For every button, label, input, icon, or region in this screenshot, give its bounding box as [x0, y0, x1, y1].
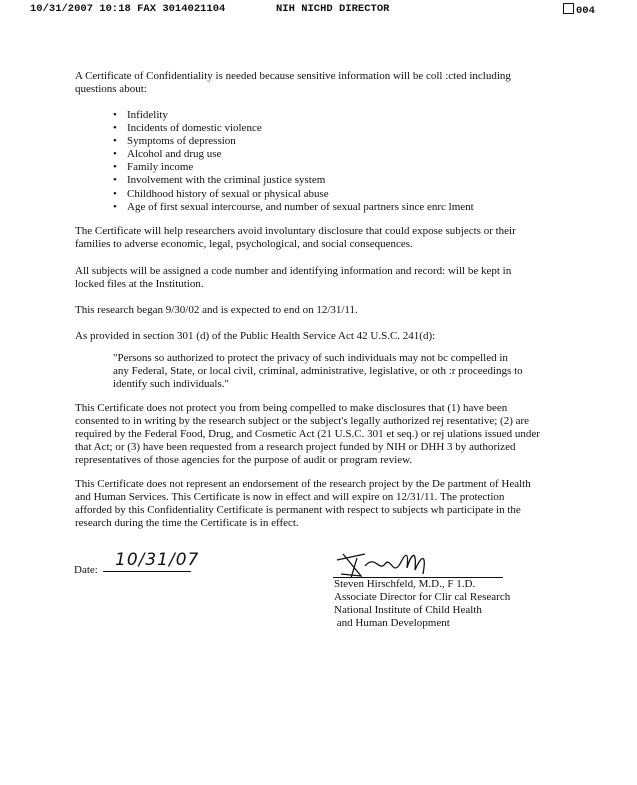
- date-label: Date:: [74, 564, 98, 576]
- signatory-block: [334, 578, 510, 630]
- text-line: This research began 9/30/02 and is expected to end on 12/31/11.: [75, 304, 358, 316]
- signatory-title: Associate Director for Clir cal Research: [334, 591, 511, 603]
- fax-page: [563, 3, 595, 17]
- fax-sender: NIH NICHD DIRECTOR: [276, 3, 390, 15]
- signatory-org: and Human Development: [334, 617, 450, 629]
- list-item: • Childhood history of sexual or physical abuse: [113, 188, 474, 201]
- section-paragraph: [75, 330, 435, 343]
- fax-datetime: 10/31/2007 10:18 FAX 3014021104: [30, 3, 226, 15]
- list-item: • Alcohol and drug use: [113, 148, 474, 161]
- text-line: any Federal, State, or local civil, criminal, administrative, legislative, or oth :r proceedings to: [113, 365, 523, 377]
- handwritten-date: 10/31/07: [115, 550, 200, 570]
- text-line: identify such individuals.": [113, 378, 230, 390]
- text-line: A Certificate of Confidentiality is needed because sensitive information will be coll :cted including: [75, 70, 511, 82]
- date-line: [103, 571, 191, 572]
- dates-paragraph: [75, 304, 358, 317]
- text-line: This Certificate does not protect you from being compelled to make disclosures that (1) have been: [75, 402, 508, 414]
- list-item: • Age of first sexual intercourse, and number of sexual partners since enrc lment: [113, 201, 474, 214]
- signatory-org: National Institute of Child Health: [334, 604, 482, 616]
- statute-quote: [113, 352, 523, 391]
- text-line: consented to in writing by the research subject or the subject's legally authorized rej resentative; (2) are: [75, 415, 530, 427]
- text-line: The Certificate will help researchers avoid involuntary disclosure that could expose subjects or their: [75, 225, 516, 237]
- text-line: All subjects will be assigned a code number and identifying information and record: will be kept in: [75, 265, 512, 277]
- text-line: required by the Federal Food, Drug, and Cosmetic Act (21 U.S.C. 301 et seq.) or rej ulations issued under: [75, 428, 540, 440]
- topics-list: [113, 109, 474, 214]
- text-line: afforded by this Confidentiality Certificate is permanent with respect to subjects wh participate in the: [75, 504, 521, 516]
- text-line: research during the time the Certificate is in effect.: [75, 517, 299, 529]
- text-line: "Persons so authorized to protect the privacy of such individuals may not bc compelled in: [113, 352, 508, 364]
- text-line: families to adverse economic, legal, psychological, and social consequences.: [75, 238, 413, 250]
- signatory-name: Steven Hirschfeld, M.D., F 1.D.: [334, 578, 476, 590]
- text-line: representatives of those agencies for the purpose of audit or program review.: [75, 454, 413, 466]
- text-line: As provided in section 301 (d) of the Public Health Service Act 42 U.S.C. 241(d):: [75, 330, 436, 342]
- code-paragraph: [75, 265, 511, 291]
- fax-page-icon: [563, 3, 574, 14]
- protect-paragraph: [75, 402, 540, 467]
- list-item: • Incidents of domestic violence: [113, 122, 474, 135]
- text-line: questions about:: [75, 83, 147, 95]
- list-item: • Infidelity: [113, 109, 474, 122]
- help-paragraph: [75, 225, 516, 251]
- list-item: • Symptoms of depression: [113, 135, 474, 148]
- intro-paragraph: [75, 70, 511, 96]
- text-line: and Human Services. This Certificate is now in effect and will expire on 12/31/11. The protection: [75, 491, 505, 503]
- text-line: that Act; or (3) have been requested from a research project funded by NIH or DHH 3 by authorized: [75, 441, 516, 453]
- text-line: This Certificate does not represent an endorsement of the research project by the De partment of Health: [75, 478, 531, 490]
- endorse-paragraph: [75, 478, 531, 530]
- list-item: • Involvement with the criminal justice system: [113, 174, 474, 187]
- text-line: locked files at the Institution.: [75, 278, 204, 290]
- list-item: • Family income: [113, 161, 474, 174]
- fax-page-number: 004: [576, 5, 595, 17]
